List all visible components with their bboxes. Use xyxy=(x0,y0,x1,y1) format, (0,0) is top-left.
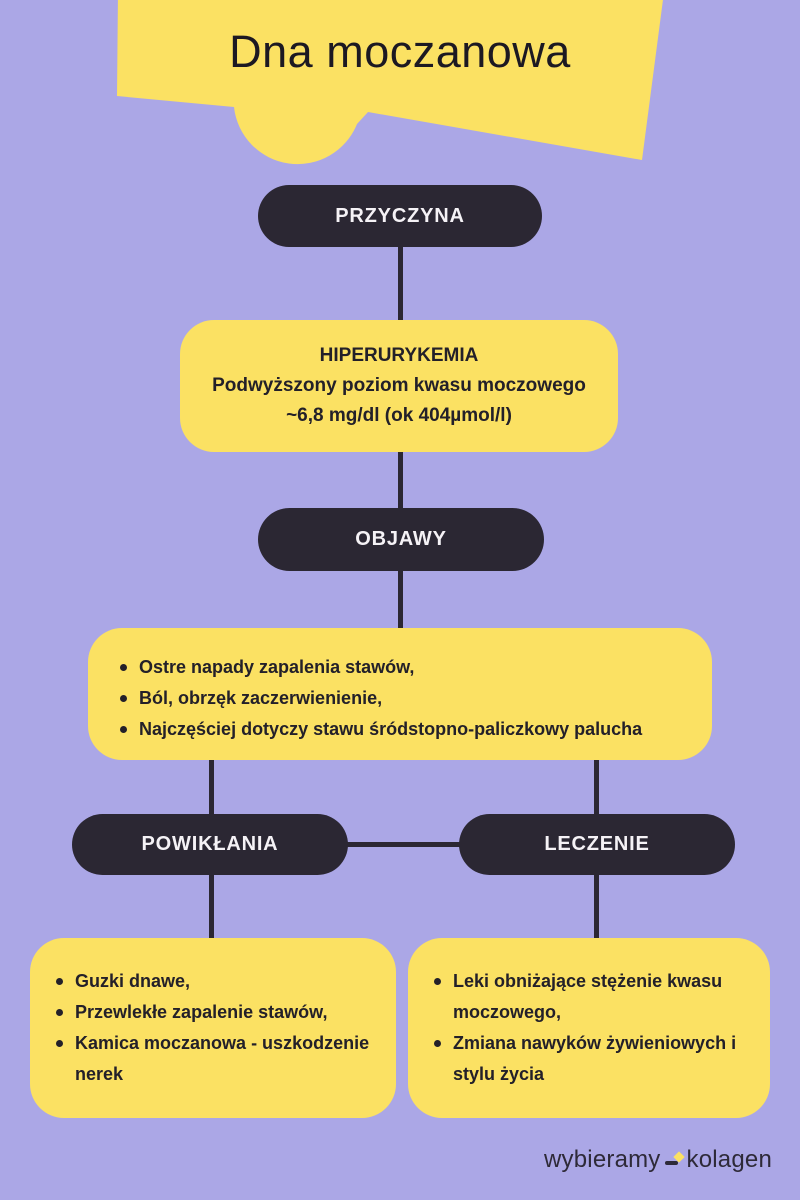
brand-logo-part2: kolagen xyxy=(686,1146,772,1173)
box-powiklania-list xyxy=(30,938,396,1118)
box-hiperurykemia xyxy=(180,320,618,452)
list-item xyxy=(56,966,380,997)
list-item xyxy=(56,1028,380,1090)
connector-list-powiklania xyxy=(209,758,214,818)
bullet-icon xyxy=(56,978,63,985)
node-leczenie xyxy=(459,814,735,875)
list-item xyxy=(120,683,698,714)
leczenie-item-text: Zmiana nawyków żywieniowych i stylu życia xyxy=(453,1033,737,1084)
connector-list-leczenie xyxy=(594,758,599,818)
powiklania-item-text: Przewlekłe zapalenie stawów, xyxy=(75,1002,328,1022)
list-item xyxy=(434,1028,754,1090)
hiperurykemia-heading: HIPERURYKEMIA xyxy=(319,345,479,366)
objawy-item-text: Ból, obrzęk zaczerwienienie, xyxy=(139,688,383,708)
node-powiklania xyxy=(72,814,348,875)
powiklania-item-text: Guzki dnawe, xyxy=(75,971,191,991)
objawy-item-text: Najczęściej dotyczy stawu śródstopno-paliczkowy palucha xyxy=(139,719,643,739)
brand-logo xyxy=(544,1146,772,1174)
box-leczenie-list xyxy=(408,938,770,1118)
hiperurykemia-line2: ~6,8 mg/dl (ok 404µmol/l) xyxy=(286,405,512,426)
bullet-icon xyxy=(120,695,127,702)
node-objawy-label: OBJAWY xyxy=(355,528,447,550)
node-przyczyna-label: PRZYCZYNA xyxy=(335,204,465,227)
leczenie-item-text: Leki obniżające stężenie kwasu moczowego, xyxy=(453,971,723,1022)
bullet-icon xyxy=(120,664,127,671)
connector-hiperurykemia-objawy xyxy=(398,450,403,512)
bullet-icon xyxy=(434,1040,441,1047)
hiperurykemia-line1: Podwyższony poziom kwasu moczowego xyxy=(212,375,586,396)
bullet-icon xyxy=(56,1009,63,1016)
brand-logo-part1: wybieramy xyxy=(544,1146,661,1173)
list-item xyxy=(56,997,380,1028)
connector-objawy-list xyxy=(398,570,403,632)
node-powiklania-label: POWIKŁANIA xyxy=(141,833,279,855)
bullet-icon xyxy=(56,1040,63,1047)
node-leczenie-label: LECZENIE xyxy=(544,833,650,855)
brand-logo-mark-icon xyxy=(663,1148,685,1172)
page-title: Dna moczanowa xyxy=(229,26,571,77)
objawy-item-text: Ostre napady zapalenia stawów, xyxy=(139,657,415,677)
box-objawy-list xyxy=(88,628,712,760)
node-objawy xyxy=(258,508,544,571)
bullet-icon xyxy=(120,726,127,733)
connector-leczenie-box xyxy=(594,874,599,942)
node-przyczyna xyxy=(258,185,542,247)
list-item xyxy=(120,714,698,745)
connector-przyczyna-hiperurykemia xyxy=(398,246,403,324)
connector-powiklania-leczenie xyxy=(347,842,460,847)
list-item xyxy=(120,652,698,683)
powiklania-item-text: Kamica moczanowa - uszkodzenie nerek xyxy=(75,1033,370,1084)
bullet-icon xyxy=(434,978,441,985)
list-item xyxy=(434,966,754,1028)
connector-powiklania-box xyxy=(209,874,214,942)
